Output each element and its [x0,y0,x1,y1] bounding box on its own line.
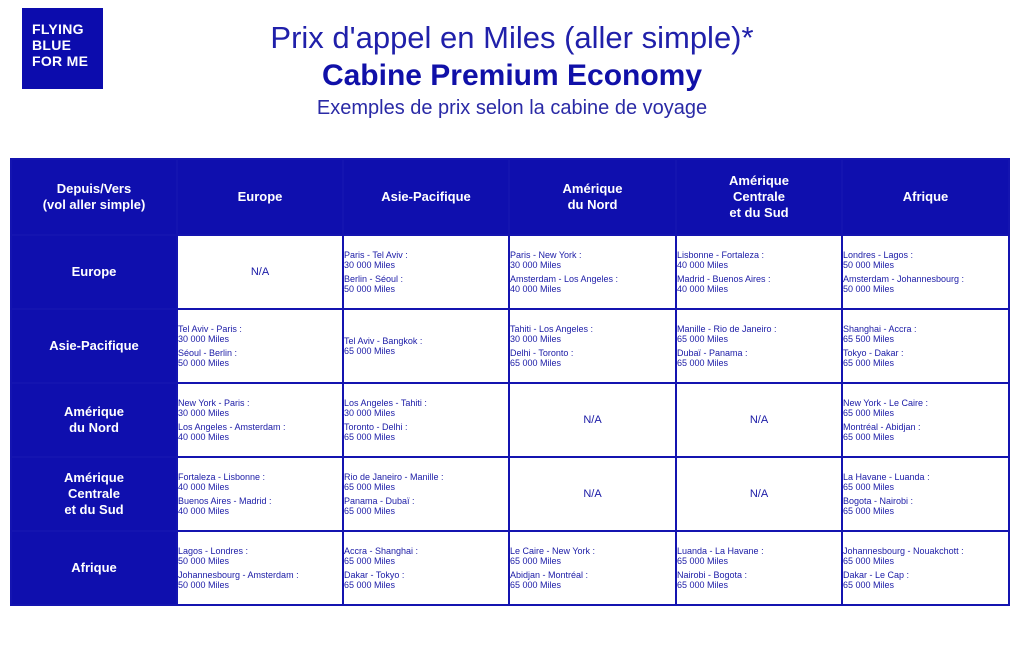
miles-value: 65 000 Miles [344,432,396,442]
route-label: Amsterdam - Johannesbourg : [843,273,965,284]
na-cell: N/A [676,457,842,531]
route-label: Panama - Dubaï : [344,495,415,506]
price-cell [343,235,509,309]
miles-value: 65 000 Miles [843,556,895,566]
route-entry [344,398,508,419]
route-entry [344,422,508,443]
logo-line-2: BLUE [32,37,72,53]
route-entry [510,570,675,591]
na-cell: N/A [509,383,676,457]
na-cell: N/A [177,235,343,309]
route-label: New York - Le Caire : [843,397,929,408]
route-label: Los Angeles - Tahiti : [344,397,427,408]
route-label: Nairobi - Bogota : [677,569,748,580]
row-header [11,235,177,309]
route-label: Manille - Rio de Janeiro : [677,323,777,334]
miles-value: 65 000 Miles [843,432,895,442]
miles-value: 40 000 Miles [178,482,230,492]
route-entry [843,398,1008,419]
route-entry [178,570,342,591]
route-entry [178,496,342,517]
route-label: Rio de Janeiro - Manille : [344,471,444,482]
route-entry [843,250,1008,271]
route-entry [677,274,841,295]
route-entry [344,570,508,591]
miles-value: 40 000 Miles [677,260,729,270]
route-entry [510,348,675,369]
route-label: Dakar - Tokyo : [344,569,405,580]
miles-value: 65 000 Miles [843,580,895,590]
miles-value: 50 000 Miles [178,556,230,566]
route-label: Londres - Lagos : [843,249,914,260]
miles-value: 65 000 Miles [344,482,396,492]
route-entry [677,324,841,345]
route-entry [178,472,342,493]
miles-price-table [10,158,1010,606]
miles-value: 40 000 Miles [178,506,230,516]
route-entry [510,250,675,271]
price-cell [676,531,842,605]
na-cell: N/A [676,383,842,457]
route-label: Tel Aviv - Bangkok : [344,335,423,346]
miles-value: 50 000 Miles [178,580,230,590]
price-cell [177,383,343,457]
route-entry [344,274,508,295]
route-entry [843,546,1008,567]
miles-value: 65 000 Miles [510,556,562,566]
price-cell [509,531,676,605]
price-cell [842,309,1009,383]
price-cell [676,235,842,309]
price-cell [842,457,1009,531]
route-entry [178,546,342,567]
route-label: Paris - Tel Aviv : [344,249,408,260]
route-label: Fortaleza - Lisbonne : [178,471,266,482]
route-entry [677,570,841,591]
route-label: Lagos - Londres : [178,545,249,556]
table-row [11,309,1009,383]
logo-line-3: FOR ME [32,53,89,69]
row-header-line: Asie-Pacifique [49,338,139,353]
miles-value: 65 000 Miles [843,408,895,418]
route-label: Paris - New York : [510,249,582,260]
miles-value: 65 000 Miles [344,346,396,356]
route-label: Berlin - Séoul : [344,273,404,284]
route-entry [843,570,1008,591]
miles-value: 40 000 Miles [510,284,562,294]
route-entry [510,274,675,295]
route-label: La Havane - Luanda : [843,471,930,482]
miles-value: 65 000 Miles [677,334,729,344]
route-entry [344,336,508,357]
price-cell [343,457,509,531]
route-label: Los Angeles - Amsterdam : [178,421,286,432]
row-header-line: du Nord [69,420,119,435]
miles-value: 50 000 Miles [344,284,396,294]
route-entry [178,324,342,345]
logo-line-1: FLYING [32,21,84,37]
miles-value: 65 000 Miles [843,358,895,368]
miles-value: 65 000 Miles [344,580,396,590]
route-entry [178,398,342,419]
route-entry [510,324,675,345]
row-header [11,531,177,605]
row-header-line: Europe [71,264,117,279]
route-entry [843,324,1008,345]
route-entry [178,348,342,369]
miles-value: 65 500 Miles [843,334,895,344]
price-cell [509,309,676,383]
route-entry [843,348,1008,369]
row-header [11,457,177,531]
column-header-amerique-centrale-sud: Amérique Centrale et du Sud [676,159,842,235]
route-label: Madrid - Buenos Aires : [677,273,771,284]
page-caption: Exemples de prix selon la cabine de voyage [316,97,708,119]
miles-value: 30 000 Miles [510,260,562,270]
table-row [11,235,1009,309]
miles-value: 65 000 Miles [843,482,895,492]
route-label: Séoul - Berlin : [178,347,238,358]
price-cell [509,235,676,309]
miles-value: 50 000 Miles [843,284,895,294]
route-label: Tokyo - Dakar : [843,347,904,358]
table-row [11,383,1009,457]
miles-value: 40 000 Miles [677,284,729,294]
route-label: Bogota - Nairobi : [843,495,914,506]
column-header-afrique: Afrique [842,159,1009,235]
miles-value: 50 000 Miles [178,358,230,368]
row-header [11,383,177,457]
route-entry [344,250,508,271]
column-header-europe: Europe [177,159,343,235]
miles-value: 65 000 Miles [510,358,562,368]
row-header-line: Afrique [71,560,117,575]
miles-value: 30 000 Miles [344,408,396,418]
corner-header: Depuis/Vers (vol aller simple) [11,159,177,235]
price-cell [177,531,343,605]
route-label: Montréal - Abidjan : [843,421,921,432]
route-label: Shanghai - Accra : [843,323,917,334]
price-cell [842,383,1009,457]
row-header-line: Amérique [64,470,124,485]
route-label: Toronto - Delhi : [344,421,408,432]
route-entry [843,422,1008,443]
miles-value: 65 000 Miles [843,506,895,516]
route-label: Luanda - La Havane : [677,545,764,556]
miles-value: 40 000 Miles [178,432,230,442]
route-label: Johannesbourg - Amsterdam : [178,569,299,580]
route-label: Johannesbourg - Nouakchott : [843,545,964,556]
price-cell [343,383,509,457]
miles-value: 65 000 Miles [677,556,729,566]
price-cell [676,309,842,383]
route-label: Amsterdam - Los Angeles : [510,273,619,284]
price-cell [842,235,1009,309]
route-label: New York - Paris : [178,397,250,408]
miles-value: 65 000 Miles [344,506,396,516]
route-label: Dubaï - Panama : [677,347,748,358]
miles-value: 65 000 Miles [677,580,729,590]
route-entry [510,546,675,567]
miles-value: 30 000 Miles [344,260,396,270]
na-cell: N/A [509,457,676,531]
page-title: Prix d'appel en Miles (aller simple)* [270,20,754,55]
route-entry [344,496,508,517]
price-cell [177,457,343,531]
route-entry [843,274,1008,295]
price-cell [177,309,343,383]
row-header-line: Centrale [67,486,121,501]
route-entry [344,472,508,493]
price-cell [343,531,509,605]
miles-value: 65 000 Miles [344,556,396,566]
route-entry [178,422,342,443]
page-subtitle: Cabine Premium Economy [321,59,703,92]
price-cell [343,309,509,383]
route-label: Tel Aviv - Paris : [178,323,242,334]
route-entry [843,496,1008,517]
price-cell [842,531,1009,605]
miles-value: 50 000 Miles [843,260,895,270]
column-header-amerique-du-nord: Amérique du Nord [509,159,676,235]
route-label: Le Caire - New York : [510,545,596,556]
route-label: Delhi - Toronto : [510,347,574,358]
row-header [11,309,177,383]
route-label: Buenos Aires - Madrid : [178,495,272,506]
miles-value: 30 000 Miles [510,334,562,344]
route-entry [677,250,841,271]
miles-value: 65 000 Miles [510,580,562,590]
table-row [11,457,1009,531]
table-row [11,531,1009,605]
route-label: Tahiti - Los Angeles : [510,323,594,334]
miles-value: 30 000 Miles [178,334,230,344]
route-entry [843,472,1008,493]
column-header-asie-pacifique: Asie-Pacifique [343,159,509,235]
miles-value: 30 000 Miles [178,408,230,418]
miles-value: 65 000 Miles [677,358,729,368]
table-header-row [11,159,1009,235]
route-entry [677,546,841,567]
route-label: Dakar - Le Cap : [843,569,910,580]
route-entry [344,546,508,567]
route-entry [677,348,841,369]
route-label: Accra - Shanghai : [344,545,419,556]
row-header-line: Amérique [64,404,124,419]
route-label: Lisbonne - Fortaleza : [677,249,765,260]
row-header-line: et du Sud [64,502,124,517]
route-label: Abidjan - Montréal : [510,569,589,580]
